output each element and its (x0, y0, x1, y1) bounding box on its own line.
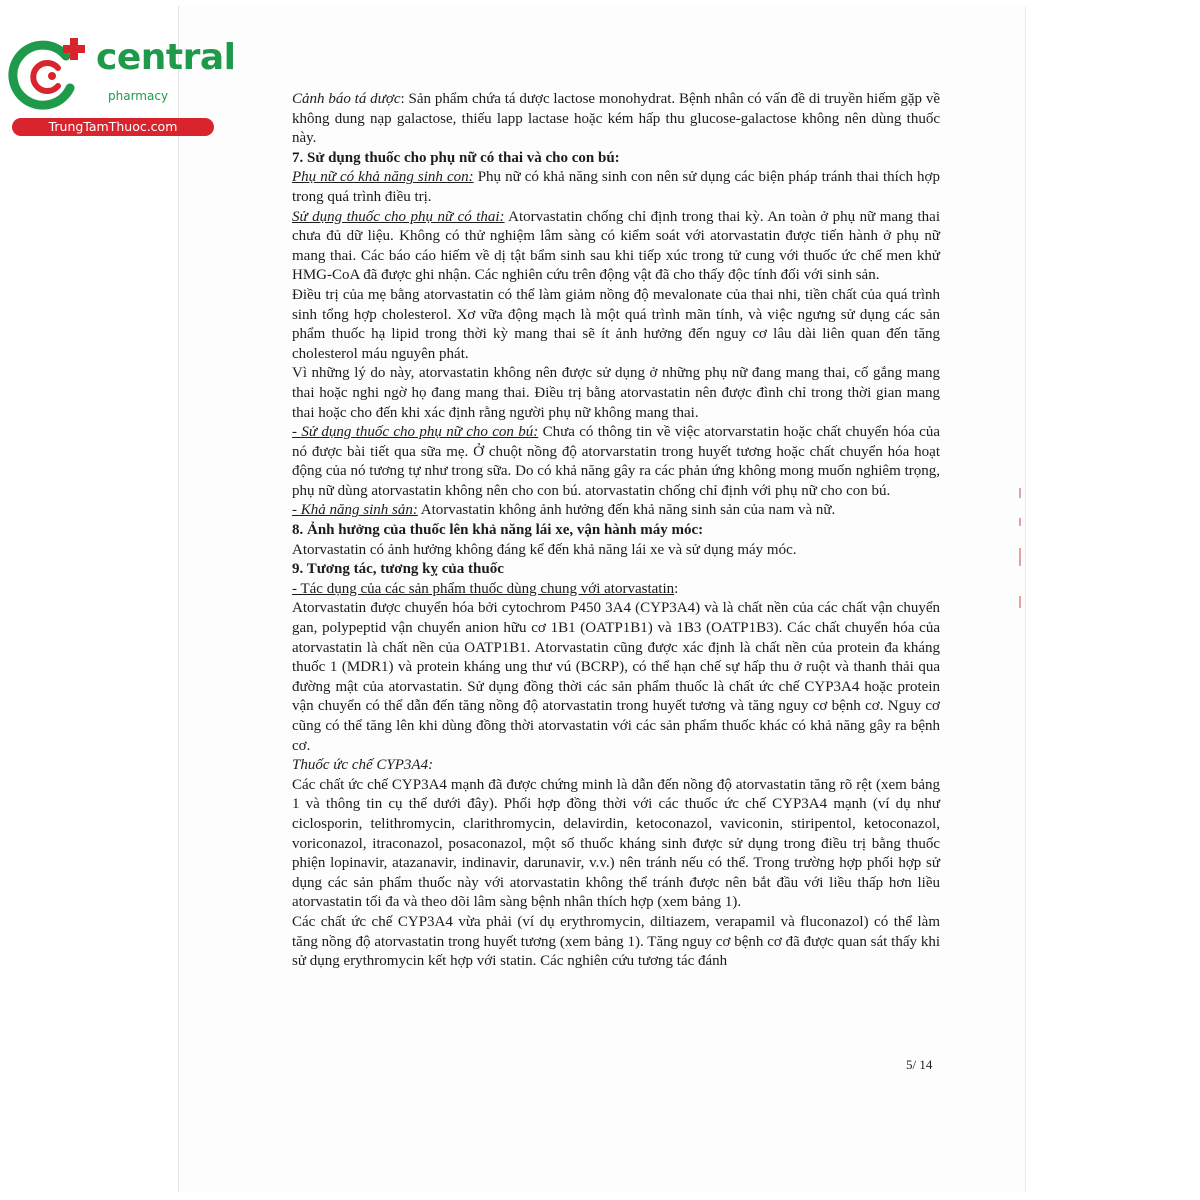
paragraph (292, 501, 940, 521)
paragraph (292, 423, 940, 501)
pharmacy-cross-icon (8, 36, 94, 116)
paragraph: Điều trị của mẹ bằng atorvastatin có thể làm giảm nồng độ mevalonate của thai nhi, tiền chất của quá trình sinh tổng hợp cholesterol. Xơ vữa động mạch là một quá trình mãn tính, và việc ngưng sử dụng các sản phẩm thuốc hạ lipid trong thời kỳ mang thai sẽ ít ảnh hưởng đến nguy cơ lâu dài liên quan đến tăng cholesterol máu nguyên phát. (292, 286, 940, 362)
section-heading-9: 9. Tương tác, tương kỵ của thuốc (292, 561, 504, 578)
paragraph-label: Sử dụng thuốc cho phụ nữ có thai: (292, 208, 505, 225)
section-heading-7: 7. Sử dụng thuốc cho phụ nữ có thai và cho con bú: (292, 149, 620, 166)
paragraph-text: : Sản phẩm chứa tá dược lactose monohydrat. Bệnh nhân có vấn đề di truyền hiếm gặp về không dung nạp galactose, thiếu lapp lactase hoặc kém hấp thu glucose-galactose không nên dùng thuốc này. (292, 91, 940, 147)
paragraph (292, 90, 940, 149)
pharmacy-logo (8, 36, 236, 136)
logo-name: central (96, 37, 236, 78)
paragraph: Các chất ức chế CYP3A4 vừa phải (ví dụ erythromycin, diltiazem, verapamil và fluconazol) có thể làm tăng nồng độ atorvastatin trong huyết tương (xem bảng 1). Tăng nguy cơ bệnh cơ đã được quan sát thấy khi sử dụng erythromycin kết hợp với statin. Các nghiên cứu tương tác đánh (292, 913, 940, 970)
page-number: 5/ 14 (906, 1057, 933, 1072)
sub-heading: Thuốc ức chế CYP3A4: (292, 757, 434, 774)
paragraph-text: Chưa có thông tin về việc atorvarstatin hoặc chất chuyển hóa của nó được bài tiết qua sữa mẹ. Ở chuột nồng độ atorvarstatin trong huyết tương hoặc chất chuyển hóa hoạt động của nó tương tự như trong sữa. Do có khả năng gây ra các phản ứng không mong muốn nghiêm trọng, phụ nữ dùng atorvastatin không nên cho con bú. atorvastatin chống chỉ định với phụ nữ cho con bú. (292, 424, 940, 499)
margin-mark (1019, 488, 1021, 498)
logo-banner: TrungTamThuoc.com (12, 118, 214, 136)
paragraph-label: Cảnh báo tá dược (292, 91, 401, 107)
paragraph (292, 208, 940, 286)
paragraph: Các chất ức chế CYP3A4 mạnh đã được chứng minh là dẫn đến nồng độ atorvastatin tăng rõ rệt (xem bảng 1 và thông tin cụ thể dưới đây). Phối hợp đồng thời với các thuốc ức chế CYP3A4 mạnh (ví dụ như ciclosporin, telithromycin, clarithromycin, delavirdin, ketoconazol, vaviconin, stiripentol, ketoconazol, voriconazol, itraconazol, posaconazol, một số thuốc kháng sinh được sử dụng trong điều trị bằng thuốc phiện lopinavir, atazanavir, indinavir, darunavir, v.v.) nên tránh nếu có thể. Trong trường hợp phối hợp sử dụng các sản phẩm thuốc này với atorvastatin không thể tránh được nên bắt đầu với liều thấp hơn liều atorvastatin tối đa và theo dõi lâm sàng bệnh nhân thích hợp (xem bảng 1). (292, 776, 940, 911)
paragraph-label: - Khả năng sinh sản: (292, 502, 418, 519)
logo-subtitle: pharmacy (108, 89, 169, 103)
paragraph-label: - Tác dụng của các sản phẩm thuốc dùng chung với atorvastatin (292, 580, 675, 597)
margin-mark (1019, 548, 1021, 566)
document-body (292, 90, 940, 972)
paragraph: Atorvastatin được chuyển hóa bởi cytochrom P450 3A4 (CYP3A4) và là chất nền của các chất vận chuyển gan, polypeptid vận chuyển anion hữu cơ 1B1 (OATP1B1) và 1B3 (OATP1B3). Các chất chuyển hóa của atorvastatin là chất nền của OATP1B1. Atorvastatin cũng được xác định là chất nền của protein đa kháng thuốc 1 (MDR1) và protein kháng ung thư vú (BCRP), có thể hạn chế sự hấp thu ở ruột và thanh thải qua đường mật của atorvastatin. Sử dụng đồng thời các sản phẩm thuốc là chất ức chế CYP3A4 hoặc protein vận chuyển có thể dẫn đến tăng nồng độ atorvastatin trong huyết tương và tăng nguy cơ bệnh cơ. Nguy cơ cũng có thể tăng lên khi dùng đồng thời atorvastatin với các sản phẩm thuốc khác có khả năng gây ra bệnh cơ. (292, 600, 940, 754)
paragraph-text: : (674, 580, 679, 597)
section-heading-8: 8. Ảnh hưởng của thuốc lên khả năng lái xe, vận hành máy móc: (292, 522, 704, 539)
margin-mark (1019, 518, 1021, 526)
paragraph: Atorvastatin có ảnh hưởng không đáng kể đến khả năng lái xe và sử dụng máy móc. (292, 541, 797, 558)
paragraph-text: Atorvastatin không ảnh hưởng đến khả năng sinh sản của nam và nữ. (417, 502, 836, 519)
paragraph (292, 580, 940, 600)
paragraph-label: Phụ nữ có khả năng sinh con: (292, 169, 474, 186)
paragraph (292, 168, 940, 207)
paragraph-text: Atorvastatin chống chỉ định trong thai kỳ. An toàn ở phụ nữ mang thai chưa đủ dữ liệu. Không có thử nghiệm lâm sàng có kiểm soát với atorvastatin được tiến hành ở phụ nữ mang thai. Các báo cáo hiếm về dị tật bẩm sinh sau khi tiếp xúc trong tử cung với thuốc ức chế men khử HMG-CoA đã được ghi nhận. Các nghiên cứu trên động vật đã cho thấy độc tính đối với sinh sản. (292, 208, 940, 284)
paragraph-text: Phụ nữ có khả năng sinh con nên sử dụng các biện pháp tránh thai thích hợp trong quá trình điều trị. (292, 169, 940, 205)
margin-mark (1019, 596, 1021, 608)
paragraph-label: - Sử dụng thuốc cho phụ nữ cho con bú: (292, 424, 539, 441)
paragraph: Vì những lý do này, atorvastatin không nên được sử dụng ở những phụ nữ đang mang thai, cố gắng mang thai hoặc nghi ngờ họ đang mang thai. Điều trị bằng atorvastatin nên được đình chỉ trong thời gian mang thai hoặc cho đến khi xác định rằng người phụ nữ không mang thai. (292, 365, 940, 421)
